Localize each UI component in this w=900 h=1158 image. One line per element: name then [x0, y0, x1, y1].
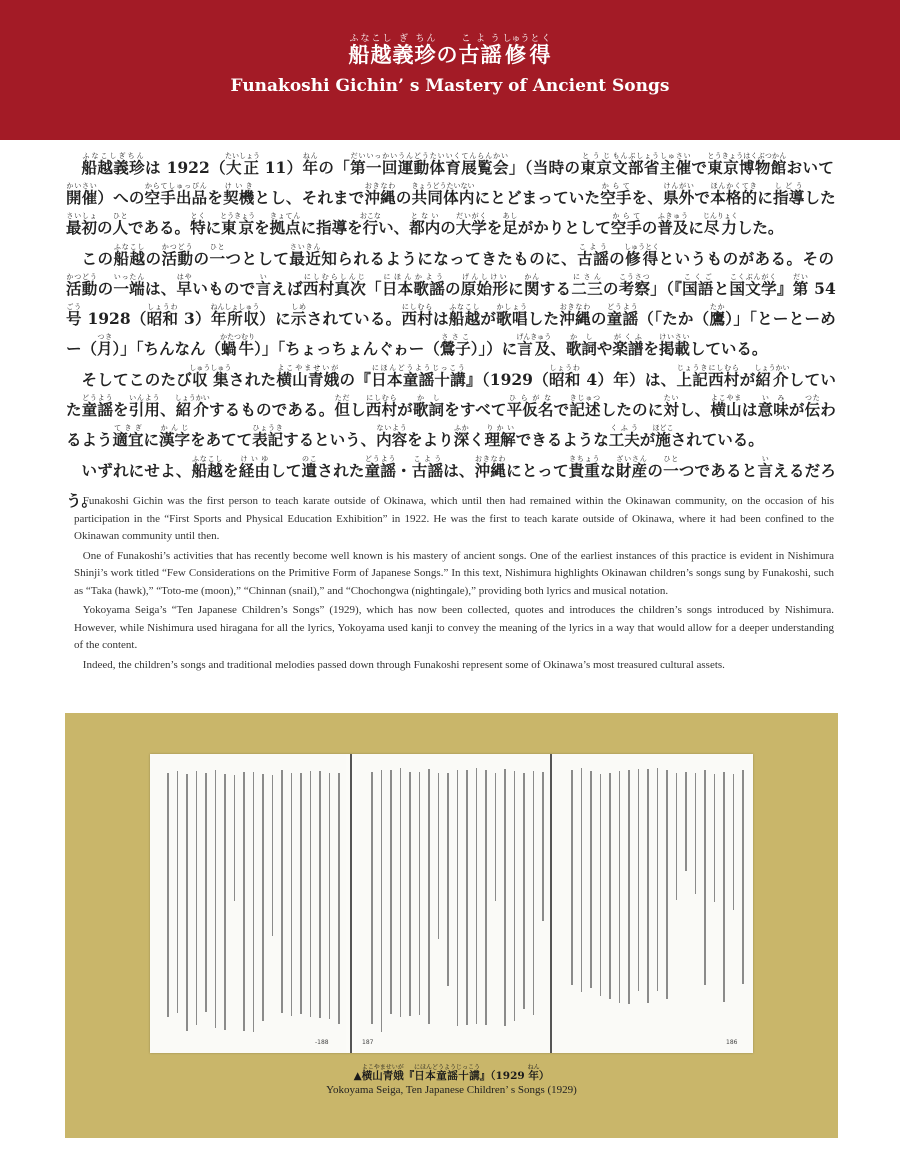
ruby-word: 修しゅう: [502, 34, 530, 67]
page-title-english: Funakoshi Gichin’ s Mastery of Ancient Songs: [230, 76, 670, 96]
book-text-column: [685, 772, 687, 871]
ruby-word: 記述きじゅつ: [569, 394, 601, 419]
ruby-word: 歌唱かしょう: [496, 303, 528, 328]
ruby-word: 蝸牛かたつむり: [220, 333, 256, 358]
ruby-word: 年所収ねんしょしゅう: [210, 303, 260, 328]
book-text-column: [329, 773, 331, 1019]
ruby-word: 古謡こよう: [411, 455, 444, 480]
ruby-word: 意味いみ: [757, 394, 789, 419]
ruby-word: 深ふか: [453, 424, 470, 449]
ruby-word: 伝つた: [804, 394, 821, 419]
book-text-column: [704, 770, 706, 985]
ruby-word: 施ほどこ: [652, 424, 674, 449]
book-text-column: [338, 773, 340, 1024]
ruby-word: 日本童謡十講にほんどうようじっこう: [371, 364, 466, 389]
book-text-column: [186, 774, 188, 1031]
book-text-column: [742, 770, 744, 984]
ruby-word: 号ごう: [66, 303, 82, 328]
ruby-word: 言い: [255, 273, 272, 298]
header-banner: [0, 0, 900, 140]
ruby-word: 歌詞かし: [565, 333, 597, 358]
page-number-right: 186: [726, 1039, 738, 1046]
book-text-column: [390, 770, 392, 1014]
ruby-word: 東京とうじ: [580, 152, 613, 177]
ruby-word: 紹介しょうかい: [174, 394, 210, 419]
ruby-word: 童謡どうよう: [606, 303, 639, 328]
book-text-column: [733, 774, 735, 910]
ruby-word: 活動かつどう: [66, 273, 98, 298]
book-text-column: [400, 768, 402, 1017]
ruby-word: 適宜てきぎ: [112, 424, 144, 449]
ruby-word: 示しめ: [290, 303, 307, 328]
ruby-word: 西村にしむら: [401, 303, 433, 328]
english-paragraph: One of Funakoshi’s activities that has recently become well known is his mastery of ancient songs. One of the earliest instances of this practice is evident in Nishimura Shinji’s work titled “Few Considerations on the Primitive Form of Japanese Songs.” In this text, Nishimura highlights Okinawan children’s songs sung by Funakoshi, such as “Taka (hawk),” “Toto-me (moon),” “Chinnan (snail),” and “Chochongwa (nightingale),” providing both lyrics and musical notation.: [74, 549, 834, 597]
ruby-word: 国語こくご: [682, 273, 714, 298]
figure-caption-english: Yokoyama Seiga, Ten Japanese Children’ s Songs (1929): [326, 1084, 577, 1096]
book-text-column: [262, 774, 264, 1021]
japanese-body-text: [66, 152, 836, 516]
book-text-column: [533, 771, 535, 1015]
ruby-word: 開催かいさい: [66, 182, 98, 207]
book-text-column: [428, 769, 430, 1024]
book-text-column: [628, 770, 630, 1004]
ruby-word: 義ぎ: [392, 34, 415, 67]
ruby-word: 尽力じんりょく: [702, 212, 738, 237]
ruby-word: 都内とない: [409, 212, 441, 237]
ruby-word: 西村真次にしむらしんじ: [302, 273, 367, 298]
ruby-word: 平仮名ひらがな: [506, 394, 554, 419]
page-number-left: -188: [315, 1039, 329, 1046]
book-text-column: [657, 768, 659, 991]
ruby-word: 童謡どうよう: [364, 455, 397, 480]
book-text-column: [609, 773, 611, 999]
ruby-word: 行おこな: [359, 212, 381, 237]
ruby-word: 国文学こくぶんがく: [729, 273, 777, 298]
book-page-left: [150, 754, 346, 1053]
figure-caption-japanese: ▲横山青娥よこやませいが『日本童謡十講にほんどうようじっこう』（1929 年ねん）: [353, 1064, 550, 1082]
ruby-word: 第一回運動体育展覧会だいいっかいうんどうたいいくてんらんかい: [350, 152, 509, 177]
ruby-word: 横山青娥よこやませいが: [276, 364, 340, 389]
book-text-column: [495, 773, 497, 901]
ruby-word: 一ひと: [663, 455, 679, 480]
book-text-column: [409, 772, 411, 1016]
ruby-word: 東京博物館とうきょうはくぶつかん: [707, 152, 787, 177]
ruby-word: 特とく: [190, 212, 206, 237]
ruby-word: 月つき: [97, 333, 113, 358]
japanese-paragraph: そしてこのたび収集しゅうしゅうされた横山青娥よこやませいがの『日本童謡十講にほんどうようじっこう』（1929（昭和しょうわ 4）年）は、上記じょうき西村にしむらが紹介しょうかいしていた童謡どうようを引用いんよう、紹介しょうかいするものである。但ただし西村にしむらが歌詞かしをすべて平仮名ひらがなで記述きじゅつしたのに対たいし、横山よこやまは意味いみが伝つたわるよう適宜てきぎに漢字かんじをあてて表記ひょうきするという、内容ないようをより深ふかく理解りかいできるような工夫くふうが施ほどこされている。: [66, 364, 836, 449]
ruby-word: 空手からて: [610, 212, 642, 237]
book-text-column: [215, 770, 217, 1028]
ruby-word: 日本童謡十講にほんどうようじっこう: [413, 1064, 480, 1082]
ruby-word: 最初さいしょ: [66, 212, 98, 237]
ruby-word: 船越義珍ふなこしぎちん: [81, 152, 145, 177]
ruby-word: 大正たいしょう: [224, 152, 260, 177]
ruby-word: 共同体内きょうどうたいない: [411, 182, 475, 207]
book-text-column: [542, 772, 544, 921]
ruby-word: 普及ふきゅう: [657, 212, 689, 237]
ruby-word: 対たい: [663, 394, 680, 419]
book-text-column: [676, 773, 678, 900]
ruby-word: 契機けいき: [223, 182, 255, 207]
book-text-column: [447, 773, 449, 986]
ruby-word: 昭和しょうわ: [146, 303, 179, 328]
ruby-word: 一ひと: [209, 243, 226, 268]
book-text-column: [666, 770, 668, 999]
ruby-word: 第だい: [792, 273, 809, 298]
ruby-word: 東京とうきょう: [220, 212, 256, 237]
english-paragraph: Yokoyama Seiga’s “Ten Japanese Children’s Songs” (1929), which has now been collected, quotes and introduces the children’s songs introduced by Nishimura. However, while Nishimura used hiragana for all the lyrics, Yokoyama used kanji to convey the meaning of the lyrics in a way that would allow for a deeper understanding of the content.: [74, 604, 834, 651]
book-text-column: [438, 773, 440, 939]
book-text-column: [581, 768, 583, 992]
english-body-text: [74, 493, 834, 676]
book-text-column: [310, 771, 312, 1017]
book-text-column: [381, 770, 383, 1032]
book-scan-image: [150, 754, 753, 1053]
book-text-column: [300, 773, 302, 1014]
ruby-word: 県外けんがい: [663, 182, 695, 207]
ruby-word: 空手出品からてしゅっぴん: [144, 182, 208, 207]
ruby-word: 内容ないよう: [376, 424, 408, 449]
ruby-word: 昭和しょうわ: [549, 364, 581, 389]
ruby-word: 船越ふなこし: [113, 243, 146, 268]
ruby-word: 漢字かんじ: [159, 424, 191, 449]
english-paragraph: Funakoshi Gichin was the first person to teach karate outside of Okinawa, which until then had remained within the Okinawan community, on the occasion of his participation in the “First Sports and Physical Education Exhibition” in 1922. He was the first to teach karate outside of Okinawa, where it had been confined to the Okinawan community until then.: [74, 495, 834, 542]
ruby-word: 鷹たか: [709, 303, 726, 328]
ruby-word: 年ねん: [302, 152, 319, 177]
ruby-word: 関かん: [523, 273, 540, 298]
ruby-word: 言い: [757, 455, 774, 480]
ruby-word: 古謡こよう: [577, 243, 610, 268]
book-text-column: [371, 772, 373, 1024]
ruby-word: 引用いんよう: [128, 394, 161, 419]
japanese-paragraph: 船越義珍ふなこしぎちんは 1922（大正たいしょう 11）年ねんの「第一回運動体育展覧会だいいっかいうんどうたいいくてんらんかい」（当時の東京とうじ文部省主催もんぶしょうしゅさいで東京博物館とうきょうはくぶつかんおいて開催かいさい）への空手出品からてしゅっぴんを契機けいきとし、それまで沖縄おきなわの共同体内きょうどうたいないにとどまっていた空手からてを、県外けんがいで本格的ほんかくてきに指導しどうした最初さいしょの人ひとである。特とくに東京とうきょうを拠点きょてんに指導を行おこない、都内とないの大学だいがくを足あしがかりとして空手からての普及ふきゅうに尽力じんりょくした。: [66, 152, 836, 237]
book-text-column: [281, 770, 283, 1013]
ruby-word: 紹介しょうかい: [754, 364, 790, 389]
ruby-word: 上記じょうき: [676, 364, 709, 389]
book-text-column: [243, 772, 245, 1031]
book-text-column: [319, 771, 321, 1018]
book-text-column: [523, 773, 525, 1009]
ruby-word: 掲載けいさい: [658, 333, 690, 358]
ruby-word: 考察こうさつ: [618, 273, 651, 298]
book-text-column: [177, 771, 179, 1013]
book-text-column: [253, 772, 255, 1032]
book-text-column: [695, 773, 697, 894]
ruby-word: 修得しゅうとく: [624, 243, 660, 268]
ruby-word: 楽譜がくふ: [612, 333, 644, 358]
ruby-word: 西村にしむら: [708, 364, 740, 389]
ruby-word: 早はや: [176, 273, 193, 298]
ruby-word: 指導しどう: [773, 182, 805, 207]
book-text-column: [590, 771, 592, 988]
book-text-column: [571, 770, 573, 985]
ruby-word: 横山よこやま: [710, 394, 742, 419]
book-text-column: [466, 770, 468, 1025]
ruby-word: 足あし: [502, 212, 518, 237]
book-text-column: [167, 773, 169, 1017]
book-text-column: [205, 773, 207, 1012]
ruby-word: 鶯子ささこ: [439, 333, 471, 358]
ruby-word: 拠点きょてん: [269, 212, 301, 237]
ruby-word: 船越ふなこし: [191, 455, 224, 480]
book-gutter-left: [350, 754, 352, 1053]
book-gutter-right: [550, 754, 552, 1053]
ruby-word: 得とく: [529, 34, 552, 67]
ruby-word: 貴重きちょう: [568, 455, 601, 480]
ruby-word: 沖縄おきなわ: [474, 455, 507, 480]
ruby-word: 理解りかい: [484, 424, 516, 449]
book-text-column: [714, 774, 716, 902]
ruby-word: 空手からて: [600, 182, 632, 207]
book-text-column: [619, 771, 621, 1003]
book-text-column: [514, 771, 516, 1021]
book-text-column: [647, 769, 649, 1003]
ruby-word: 一端いったん: [113, 273, 145, 298]
book-text-column: [196, 771, 198, 1025]
ruby-word: 大学だいがく: [455, 212, 487, 237]
ruby-word: 人ひと: [112, 212, 129, 237]
ruby-word: 古謡こよう: [458, 34, 503, 67]
ruby-word: 財産ざいさん: [615, 455, 648, 480]
ruby-word: 西村にしむら: [365, 394, 398, 419]
japanese-paragraph: この船越ふなこしの活動かつどうの一ひとつとして最近さいきん知られるようになってきたものに、古謡こようの修得しゅうとくというものがある。その活動かつどうの一端いったんは、早はやいもので言いえば西村真次にしむらしんじ「日本歌謡にほんかようの原始形げんしけいに関かんする二三にさんの考察こうさつ」（『国語こくごと国文学こくぶんがく』第だい 54 号ごう 1928（昭和しょうわ 3）年所収ねんしょしゅう）に示しめされている。西村にしむらは船越ふなこしが歌唱かしょうした沖縄おきなわの童謡どうよう（「たか（鷹たか）」「とーとーめー（月つき）」「ちんなん（蝸牛かたつむり）」「ちょっちょんぐゎー（鶯子ささこ）」）に言及げんきゅう、歌詞かしや楽譜がくふを掲載けいさいしている。: [66, 243, 836, 358]
ruby-word: 横山青娥よこやませいが: [361, 1064, 404, 1082]
ruby-word: 船越ふなこし: [448, 303, 481, 328]
book-text-column: [638, 769, 640, 991]
ruby-word: 表記ひょうき: [252, 424, 284, 449]
ruby-word: 珍ちん: [414, 34, 437, 67]
book-page-middle: [356, 754, 550, 1053]
page-title-japanese: 船越ふなこし義ぎ珍ちんの古謡こよう修しゅう得とく: [348, 34, 552, 67]
ruby-word: 船越ふなこし: [348, 34, 393, 67]
ruby-word: 遺のこ: [301, 455, 318, 480]
book-text-column: [485, 770, 487, 1025]
page-number-middle: 187: [362, 1039, 374, 1046]
book-text-column: [272, 775, 274, 936]
book-text-column: [600, 774, 602, 996]
book-text-column: [234, 775, 236, 901]
book-text-column: [224, 774, 226, 1030]
ruby-word: 年ねん: [527, 1064, 540, 1082]
ruby-word: 文部省主催もんぶしょうしゅさい: [612, 152, 692, 177]
ruby-word: 沖縄おきなわ: [364, 182, 396, 207]
book-text-column: [723, 772, 725, 1002]
book-text-column: [504, 769, 506, 1026]
ruby-word: 収集しゅうしゅう: [189, 364, 232, 389]
ruby-word: 童謡どうよう: [81, 394, 114, 419]
book-text-column: [476, 768, 478, 1024]
figure-panel: [65, 713, 838, 1138]
english-paragraph: Indeed, the children’s songs and traditional melodies passed down through Funakoshi represent some of Okinawa’s most treasured cultural assets.: [82, 658, 725, 671]
ruby-word: 最近さいきん: [289, 243, 322, 268]
ruby-word: 言及げんきゅう: [516, 333, 552, 358]
book-text-column: [291, 773, 293, 1016]
ruby-word: 活動かつどう: [161, 243, 194, 268]
ruby-word: 経由けいゆ: [238, 455, 271, 480]
book-text-column: [419, 772, 421, 1015]
ruby-word: 工夫くふう: [608, 424, 640, 449]
ruby-word: 但ただ: [334, 394, 351, 419]
ruby-word: 歌詞かし: [412, 394, 445, 419]
ruby-word: 日本歌謡にほんかよう: [381, 273, 445, 298]
book-text-column: [457, 770, 459, 1026]
japanese-paragraph: いずれにせよ、船越ふなこしを経由けいゆして遺のこされた童謡どうよう・古謡こようは、沖縄おきなわにとって貴重きちょうな財産ざいさんの一ひとつであると言いえるだろう。: [66, 455, 836, 510]
ruby-word: 原始形げんしけい: [460, 273, 509, 298]
ruby-word: 二三にさん: [571, 273, 603, 298]
ruby-word: 沖縄おきなわ: [559, 303, 591, 328]
ruby-word: 本格的ほんかくてき: [710, 182, 758, 207]
